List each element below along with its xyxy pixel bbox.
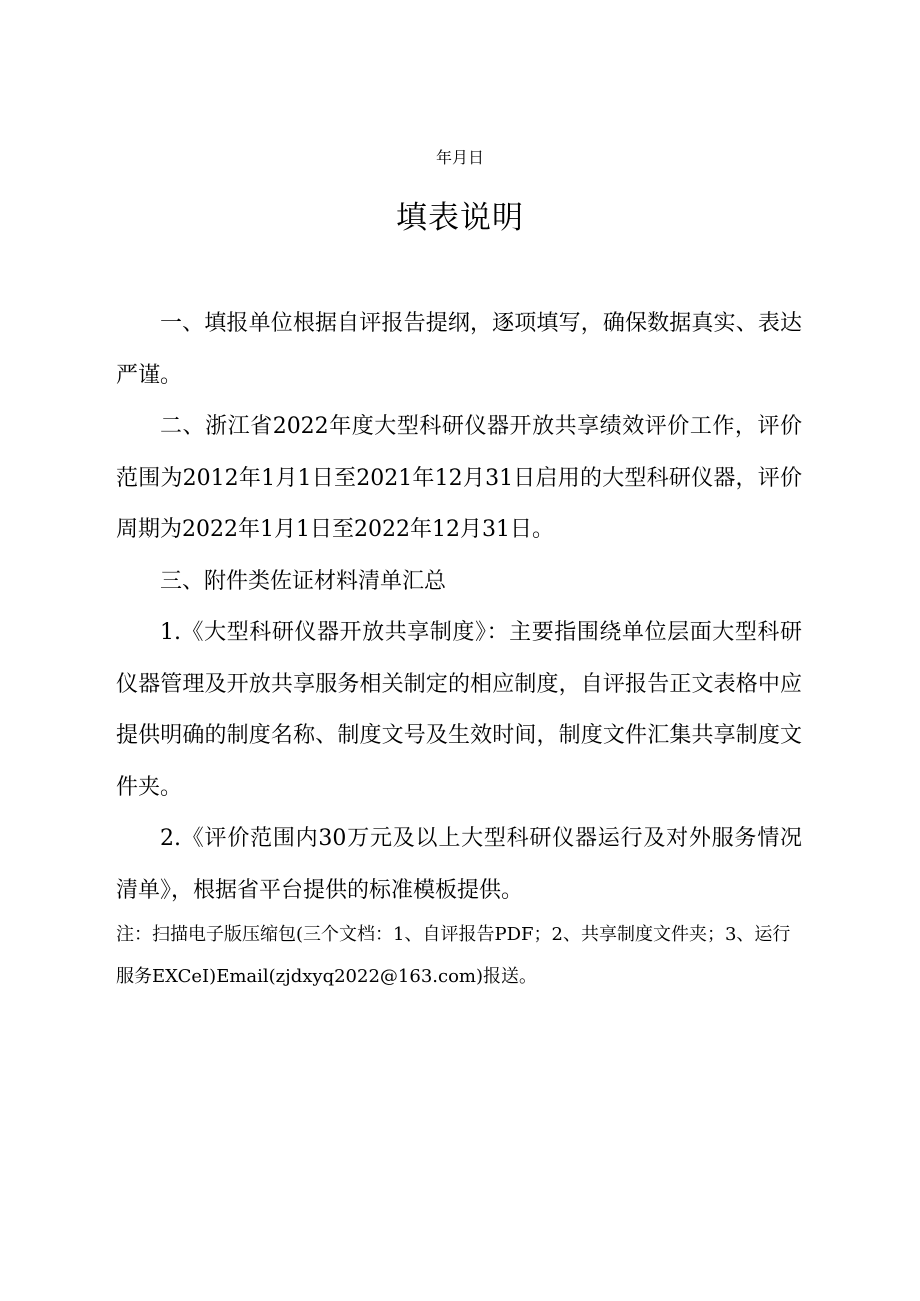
paragraph-item-5: 2.《评价范围内30万元及以上大型科研仪器运行及对外服务情况清单》，根据省平台提供的标准模板提供。 bbox=[116, 826, 802, 903]
paragraph-item-2: 二、浙江省2022年度大型科研仪器开放共享绩效评价工作，评价范围为2012年1月1日至2021年12月31日启用的大型科研仪器，评价周期为2022年1月1日至2022年12月31日。 bbox=[116, 414, 802, 542]
paragraph-item-3: 三、附件类佐证材料清单汇总 bbox=[160, 568, 447, 594]
paragraph-item-4: 1.《大型科研仪器开放共享制度》：主要指围绕单位层面大型科研仪器管理及开放共享服务相关制定的相应制度，自评报告正文表格中应提供明确的制度名称、制度文号及生效时间，制度文件汇集共享制度文件夹。 bbox=[116, 620, 802, 800]
instructions-body bbox=[116, 298, 802, 916]
date-line: 年月日 bbox=[435, 148, 484, 167]
footnote: 注：扫描电子版压缩包(三个文档：1、自评报告PDF；2、共享制度文件夹；3、运行服务EXCeI)Email(zjdxyq2022@163.com)报送。 bbox=[116, 924, 791, 987]
paragraph-item-1: 一、填报单位根据自评报告提纲，逐项填写，确保数据真实、表达严谨。 bbox=[116, 311, 802, 388]
page-title: 填表说明 bbox=[396, 200, 524, 236]
